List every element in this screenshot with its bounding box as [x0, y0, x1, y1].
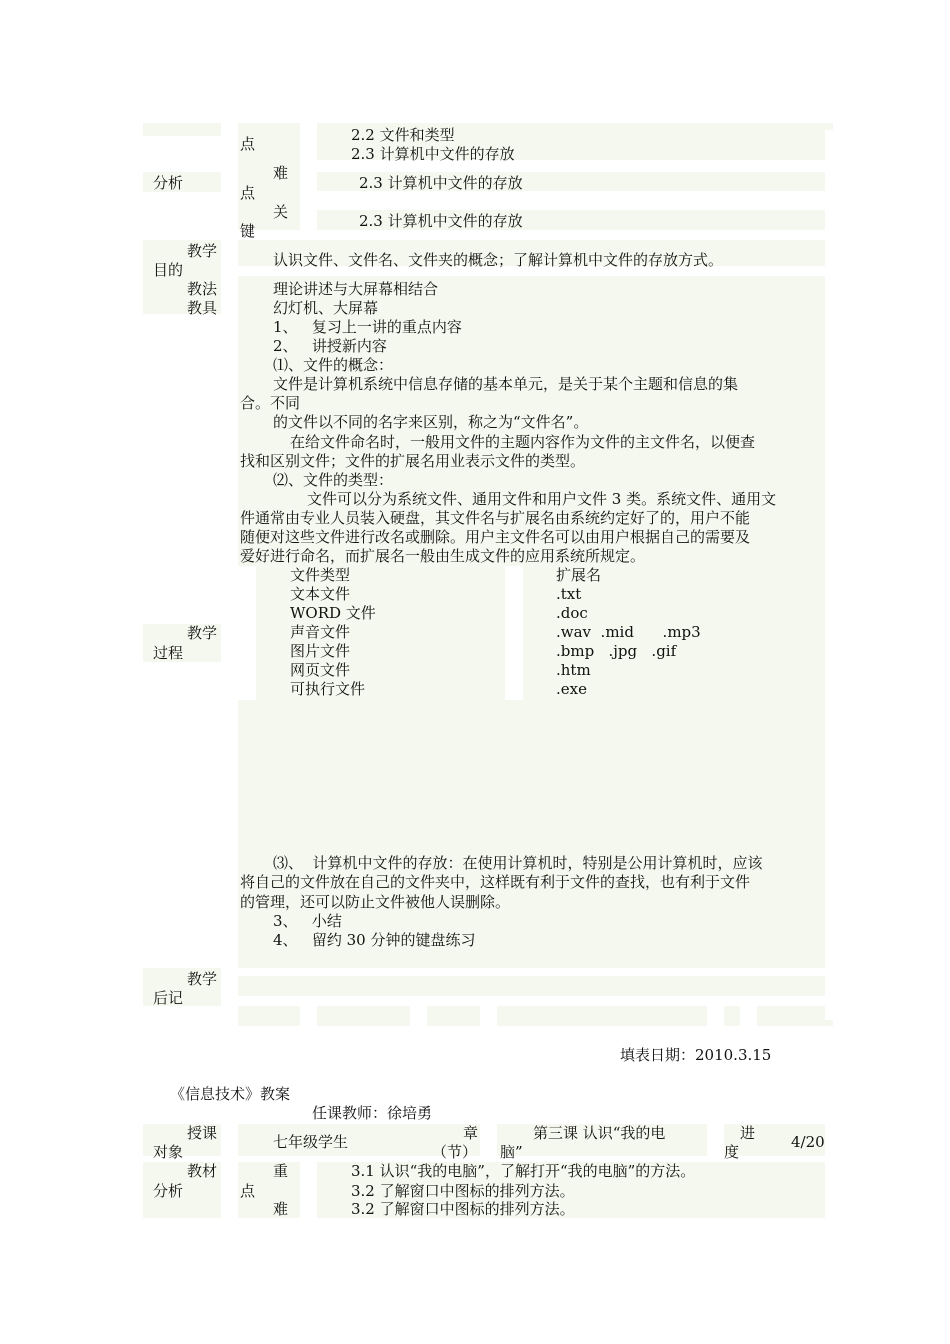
label-gap	[143, 314, 223, 624]
progress-label: 进	[740, 1124, 756, 1142]
table2-col-divider	[221, 1124, 238, 1218]
difficult-item: 3.2 了解窗口中图标的排列方法。	[351, 1200, 575, 1218]
file-type-cell: 声音文件	[290, 623, 351, 641]
process-label: 教学	[187, 624, 218, 642]
table2-col-divider	[480, 1124, 497, 1160]
key-label: 点	[240, 1182, 256, 1200]
chapter-value: 脑”	[500, 1143, 523, 1161]
process-line: 合。不同	[240, 394, 301, 412]
process-line: 文件可以分为系统文件、通用文件和用户文件 3 类。系统文件、通用文	[307, 490, 777, 508]
label-gap	[143, 192, 223, 232]
process-line: 1、 复习上一讲的重点内容	[273, 318, 462, 336]
file-type-cell: 可执行文件	[290, 680, 366, 698]
goal-label: 教学	[187, 242, 218, 260]
material-label: 教材	[187, 1162, 218, 1180]
difficult-label: 难	[273, 164, 289, 182]
progress-value: 4/20	[791, 1133, 825, 1151]
file-table-header: 扩展名	[556, 566, 602, 584]
file-ext-cell: .txt	[556, 585, 582, 603]
obj-label: 对象	[153, 1143, 184, 1161]
key-point-item: 2.2 文件和类型	[351, 126, 455, 144]
plan-title: 《信息技术》教案	[170, 1085, 291, 1103]
teacher-name: 任课教师：徐培勇	[312, 1104, 433, 1122]
cell-gap	[300, 1006, 317, 1026]
method-label: 教法	[187, 280, 218, 298]
file-ext-cell: .exe	[556, 680, 587, 698]
goal-text: 认识文件、文件名、文件夹的概念；了解计算机中文件的存放方式。	[273, 251, 724, 269]
process-line: 2、 讲授新内容	[273, 337, 387, 355]
tool-text: 幻灯机、大屏幕	[273, 299, 379, 317]
table1-col-divider-2	[300, 123, 317, 238]
file-ext-cell: .htm	[556, 661, 591, 679]
label-gap	[143, 662, 223, 968]
file-table-gap	[238, 566, 256, 700]
process-line: ⑵、文件的类型：	[273, 471, 394, 489]
table1-col-divider	[221, 123, 238, 1026]
process-line: 找和区别文件；文件的扩展名用业表示文件的类型。	[240, 452, 586, 470]
file-type-cell: WORD 文件	[290, 604, 376, 622]
process-line: 爱好进行命名，而扩展名一般由生成文件的应用系统所规定。	[240, 547, 646, 565]
file-table-header: 文件类型	[290, 566, 351, 584]
difficult-text: 2.3 计算机中文件的存放	[359, 174, 523, 192]
process-line: 的文件以不同的名字来区别，称之为“文件名”。	[273, 413, 589, 431]
label-gap	[143, 136, 223, 172]
key-label: 关	[273, 203, 289, 221]
process-line: 在给文件命名时，一般用文件的主题内容作为文件的主文件名，以便查	[290, 433, 756, 451]
key-item: 3.1 认识“我的电脑”，了解打开“我的电脑”的方法。	[351, 1162, 696, 1180]
summary-line: 3、 小结	[273, 912, 342, 930]
table2-right-gutter	[825, 1124, 833, 1218]
storage-line: ⑶、 计算机中文件的存放：在使用计算机时，特别是公用计算机时，应该	[273, 854, 763, 872]
chapter-value: 第三课 认识“我的电	[533, 1124, 666, 1142]
key-label: 键	[240, 222, 256, 240]
file-type-cell: 网页文件	[290, 661, 351, 679]
chapter-label: 章	[463, 1124, 479, 1142]
storage-line: 的管理，还可以防止文件被他人误删除。	[240, 893, 511, 911]
row-gap	[238, 968, 825, 976]
key-item: 3.2 了解窗口中图标的排列方法。	[351, 1182, 575, 1200]
label-gap	[143, 1006, 223, 1026]
file-table-gap	[505, 566, 523, 700]
file-type-cell: 图片文件	[290, 642, 351, 660]
storage-line: 将自己的文件放在自己的文件夹中，这样既有利于文件的查找，也有利于文件	[240, 873, 751, 891]
key-label: 重	[273, 1162, 289, 1180]
key-point-item: 2.3 计算机中文件的存放	[351, 145, 515, 163]
process-label: 过程	[153, 644, 184, 662]
file-ext-cell: .wav .mid .mp3	[556, 623, 701, 641]
tool-label: 教具	[187, 299, 218, 317]
cell-gap	[480, 1006, 497, 1026]
cell-gap	[740, 1006, 757, 1026]
difficult-label: 难	[273, 1200, 289, 1218]
cell-gap	[410, 1006, 427, 1026]
cell-gap	[707, 1006, 724, 1026]
row-gap	[238, 996, 825, 1006]
table1-right-gutter	[825, 130, 833, 1020]
goal-label: 目的	[153, 261, 184, 279]
process-line: ⑴、文件的概念：	[273, 356, 394, 374]
progress-label: 度	[724, 1143, 740, 1161]
process-line: 件通常由专业人员装入硬盘，其文件名与扩展名由系统约定好了的，用户不能	[240, 509, 751, 527]
obj-value: 七年级学生	[273, 1133, 349, 1151]
process-line: 随便对这些文件进行改名或删除。用户主文件名可以由用户根据自己的需要及	[240, 528, 751, 546]
file-ext-cell: .doc	[556, 604, 588, 622]
obj-label: 授课	[187, 1124, 218, 1142]
difficult-label: 点	[240, 184, 256, 202]
key-point-label: 点	[240, 135, 256, 153]
file-ext-cell: .bmp .jpg .gif	[556, 642, 677, 660]
fill-date: 填表日期：2010.3.15	[620, 1046, 772, 1064]
method-text: 理论讲述与大屏幕相结合	[273, 280, 439, 298]
chapter-label: （节）	[432, 1143, 478, 1161]
table2-col-divider	[707, 1124, 724, 1160]
table2-col-divider	[300, 1160, 317, 1218]
notes-label: 教学	[187, 970, 218, 988]
notes-label: 后记	[153, 989, 184, 1007]
process-line: 文件是计算机系统中信息存储的基本单元，是关于某个主题和信息的集	[273, 375, 739, 393]
practice-line: 4、 留约 30 分钟的键盘练习	[273, 931, 476, 949]
file-type-cell: 文本文件	[290, 585, 351, 603]
analysis-label: 分析	[153, 174, 184, 192]
material-label: 分析	[153, 1182, 184, 1200]
row-gap	[317, 191, 825, 210]
key-text: 2.3 计算机中文件的存放	[359, 212, 523, 230]
